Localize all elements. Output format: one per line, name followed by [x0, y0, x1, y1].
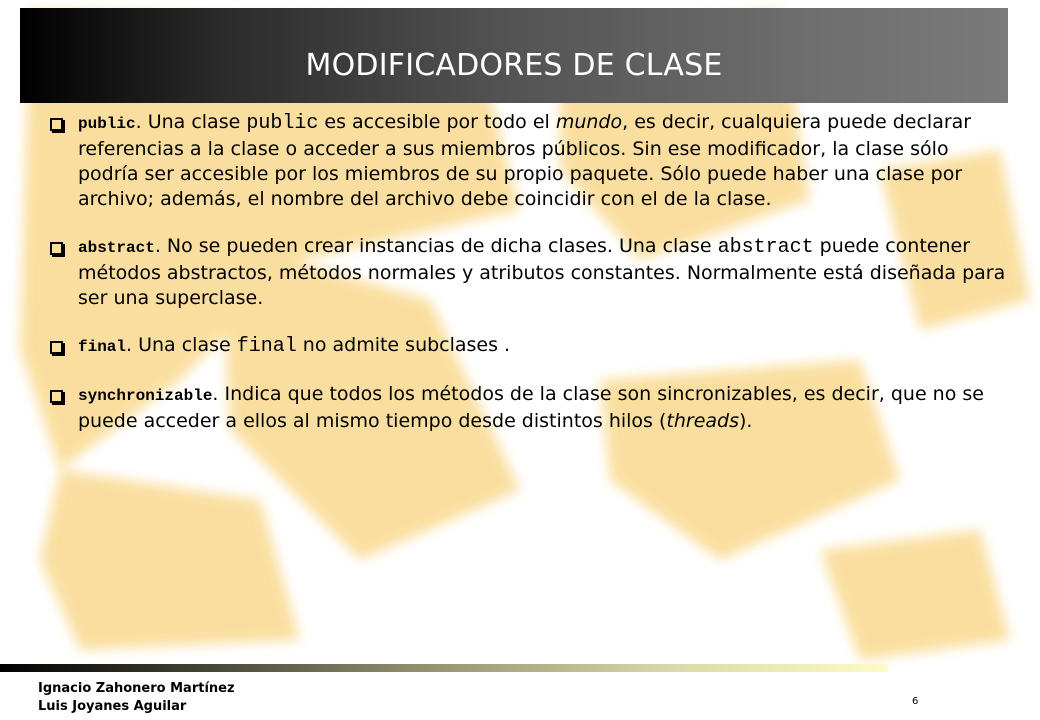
footer-divider: [0, 664, 888, 672]
item-text: . No se pueden crear instancias de dicha clases. Una clase: [154, 235, 718, 257]
item-text: , es decir, cualquiera puede declarar referencias a la clase o acceder a sus miembros públicos. Sin ese modificador, la clase sólo podría ser accesible por los miembros de su propio paquete. Sólo puede haber una clase por archivo; además, el nombre del archivo debe coincidir con el de la clase.: [78, 111, 972, 210]
list-item-synchronizable: [46, 382, 1006, 434]
page-number: 6: [912, 696, 919, 707]
checkbox-bullet-icon: [50, 390, 63, 403]
list-item-final: [46, 333, 1006, 360]
item-text: puede contener métodos abstractos, métodos normales y atributos constantes. Normalmente está diseñada para ser una superclase.: [78, 235, 1006, 309]
emphasis-threads: threads: [666, 410, 740, 432]
list-item-abstract: [46, 234, 1006, 311]
author-name: Luis Joyanes Aguilar: [38, 699, 187, 714]
title-bar: [20, 8, 1008, 103]
checkbox-bullet-icon: [50, 341, 63, 354]
footer-authors: [38, 680, 235, 716]
author-name: Ignacio Zahonero Martínez: [38, 681, 235, 696]
slide-title: MODIFICADORES DE CLASE: [305, 48, 723, 83]
emphasis-mundo: mundo: [555, 111, 623, 133]
item-text: . Indica que todos los métodos de la clase son sincronizables, es decir, que no se puede acceder a ellos al mismo tiempo desde distintos hilos (: [78, 383, 984, 432]
keyword-synchronizable: synchronizable: [78, 387, 213, 405]
checkbox-bullet-icon: [50, 118, 63, 131]
item-text: ).: [739, 410, 753, 432]
list-item-public: [46, 110, 1006, 212]
code-abstract: abstract: [717, 236, 814, 259]
code-final: final: [236, 335, 297, 358]
slide-content: [46, 110, 1006, 434]
item-text: . Una clase: [135, 111, 247, 133]
keyword-abstract: abstract: [78, 239, 155, 257]
item-text: es accesible por todo el: [318, 111, 556, 133]
keyword-final: final: [78, 338, 127, 356]
keyword-public: public: [78, 115, 136, 133]
item-text: no admite subclases .: [296, 334, 511, 356]
code-public: public: [246, 112, 319, 135]
item-text: . Una clase: [126, 334, 237, 356]
checkbox-bullet-icon: [50, 242, 63, 255]
